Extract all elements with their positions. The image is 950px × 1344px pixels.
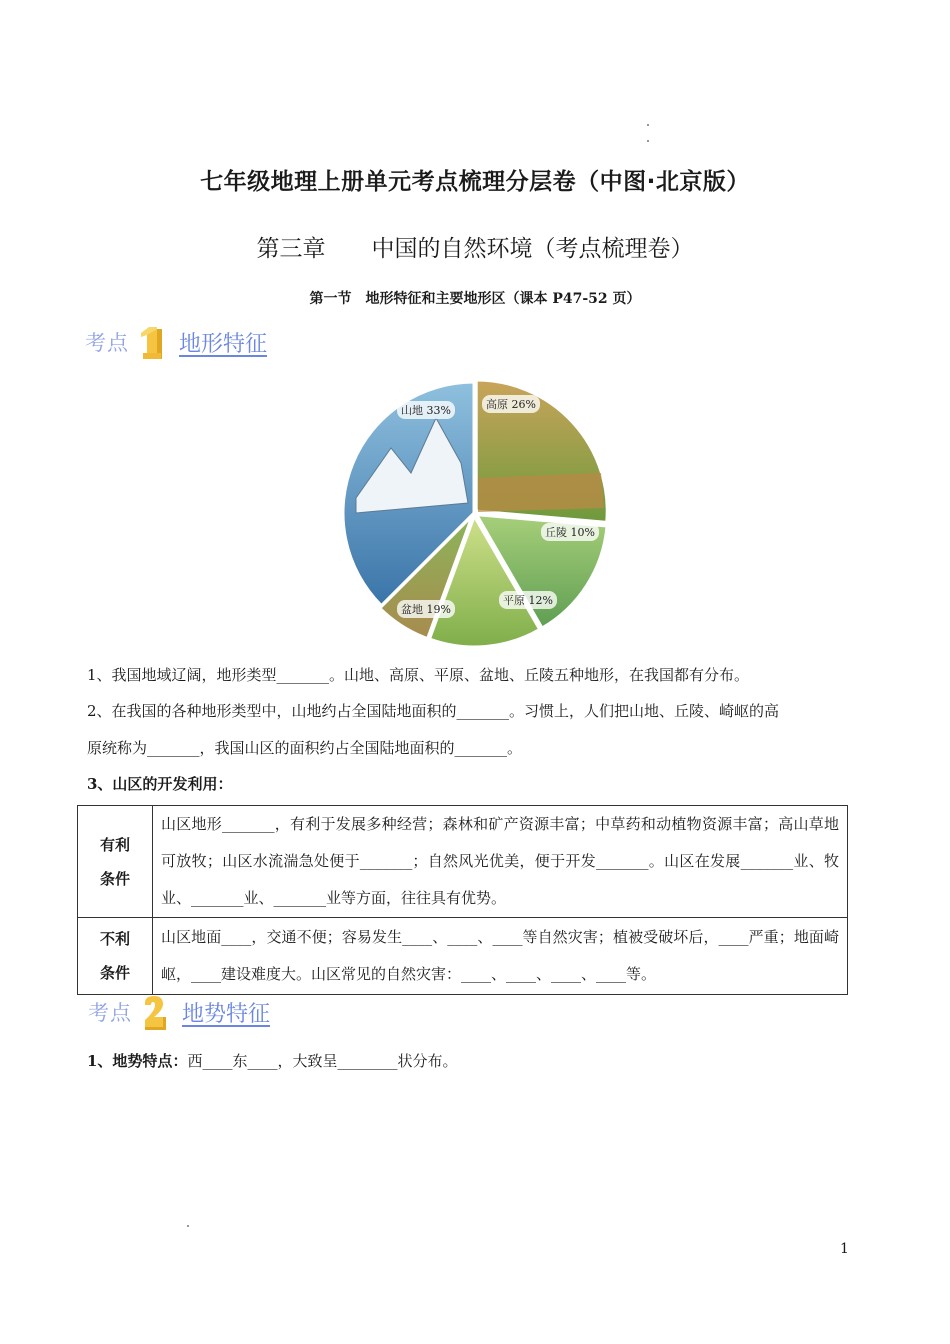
terrain-question-label: 1、地势特点： xyxy=(87,1052,188,1070)
slice-label: 丘陵 10% xyxy=(545,526,595,539)
unfavorable-text: 山区地面____，交通不便；容易发生____、____、____等自然灾害；植被受破坏后，____严重；地面崎岖，____建设难度大。山区常见的自然灾害：____、____、____、____等。 xyxy=(153,918,848,995)
kaodian-title: 地势特征 xyxy=(182,1001,271,1027)
slice-label: 平原 12% xyxy=(503,594,553,607)
kaodian-label: 考点 xyxy=(85,331,129,355)
kaodian-2-header xyxy=(88,992,270,1032)
kaodian-title: 地形特征 xyxy=(179,331,268,357)
slice-label: 盆地 19% xyxy=(401,603,451,616)
favorable-text: 山区地形_______，有利于发展多种经营；森林和矿产资源丰富；中草药和动植物资源丰富；高山草地可放牧；山区水流湍急处便于_______；自然风光优美，便于开发_______。山区在发展_______业、牧业、_______业、_______业等方面，往往具有优势。 xyxy=(153,806,848,918)
terrain-pie-figure xyxy=(336,378,612,648)
unfavorable-head-line-1: 不利 xyxy=(99,930,130,948)
question-2-line-1: 2、在我国的各种地形类型中，山地约占全国陆地面积的_______。习惯上，人们把山地、丘陵、崎岖的高 xyxy=(87,702,780,720)
question-3: 3、山区的开发利用： xyxy=(87,775,233,793)
table-row xyxy=(78,918,848,995)
favorable-head xyxy=(78,806,153,918)
slice-label: 高原 26% xyxy=(486,398,536,411)
number-1-icon xyxy=(139,323,165,361)
page-number: 1 xyxy=(840,1241,849,1257)
page-mark xyxy=(647,140,649,142)
slice-label: 山地 33% xyxy=(401,404,451,417)
page-mark xyxy=(187,1225,189,1227)
question-2-line-2: 原统称为_______，我国山区的面积约占全国陆地面积的_______。 xyxy=(87,739,523,757)
terrain-question xyxy=(87,1043,867,1080)
section-title: 第一节 地形特征和主要地形区（课本 P47-52 页） xyxy=(309,291,641,307)
terrain-question-text: 西____东____，大致呈________状分布。 xyxy=(187,1052,458,1070)
terrain-pie-svg xyxy=(336,378,612,648)
kaodian-label: 考点 xyxy=(88,1001,132,1025)
plateau-illustration xyxy=(478,473,604,512)
document-title: 七年级地理上册单元考点梳理分层卷（中图·北京版） xyxy=(200,169,750,195)
unfavorable-head xyxy=(78,918,153,995)
chapter-title: 第三章 中国的自然环境（考点梳理卷） xyxy=(256,236,694,262)
question-1: 1、我国地域辽阔，地形类型_______。山地、高原、平原、盆地、丘陵五种地形，在我国都有分布。 xyxy=(87,666,750,684)
table-row xyxy=(78,806,848,918)
number-2-icon xyxy=(142,993,168,1031)
favorable-head-line-2: 条件 xyxy=(99,869,130,888)
kaodian-1-header xyxy=(85,322,267,362)
unfavorable-head-line-2: 条件 xyxy=(99,964,130,982)
page-mark xyxy=(647,124,649,126)
favorable-head-line-1: 有利 xyxy=(99,835,130,854)
mountain-development-table xyxy=(77,805,848,995)
